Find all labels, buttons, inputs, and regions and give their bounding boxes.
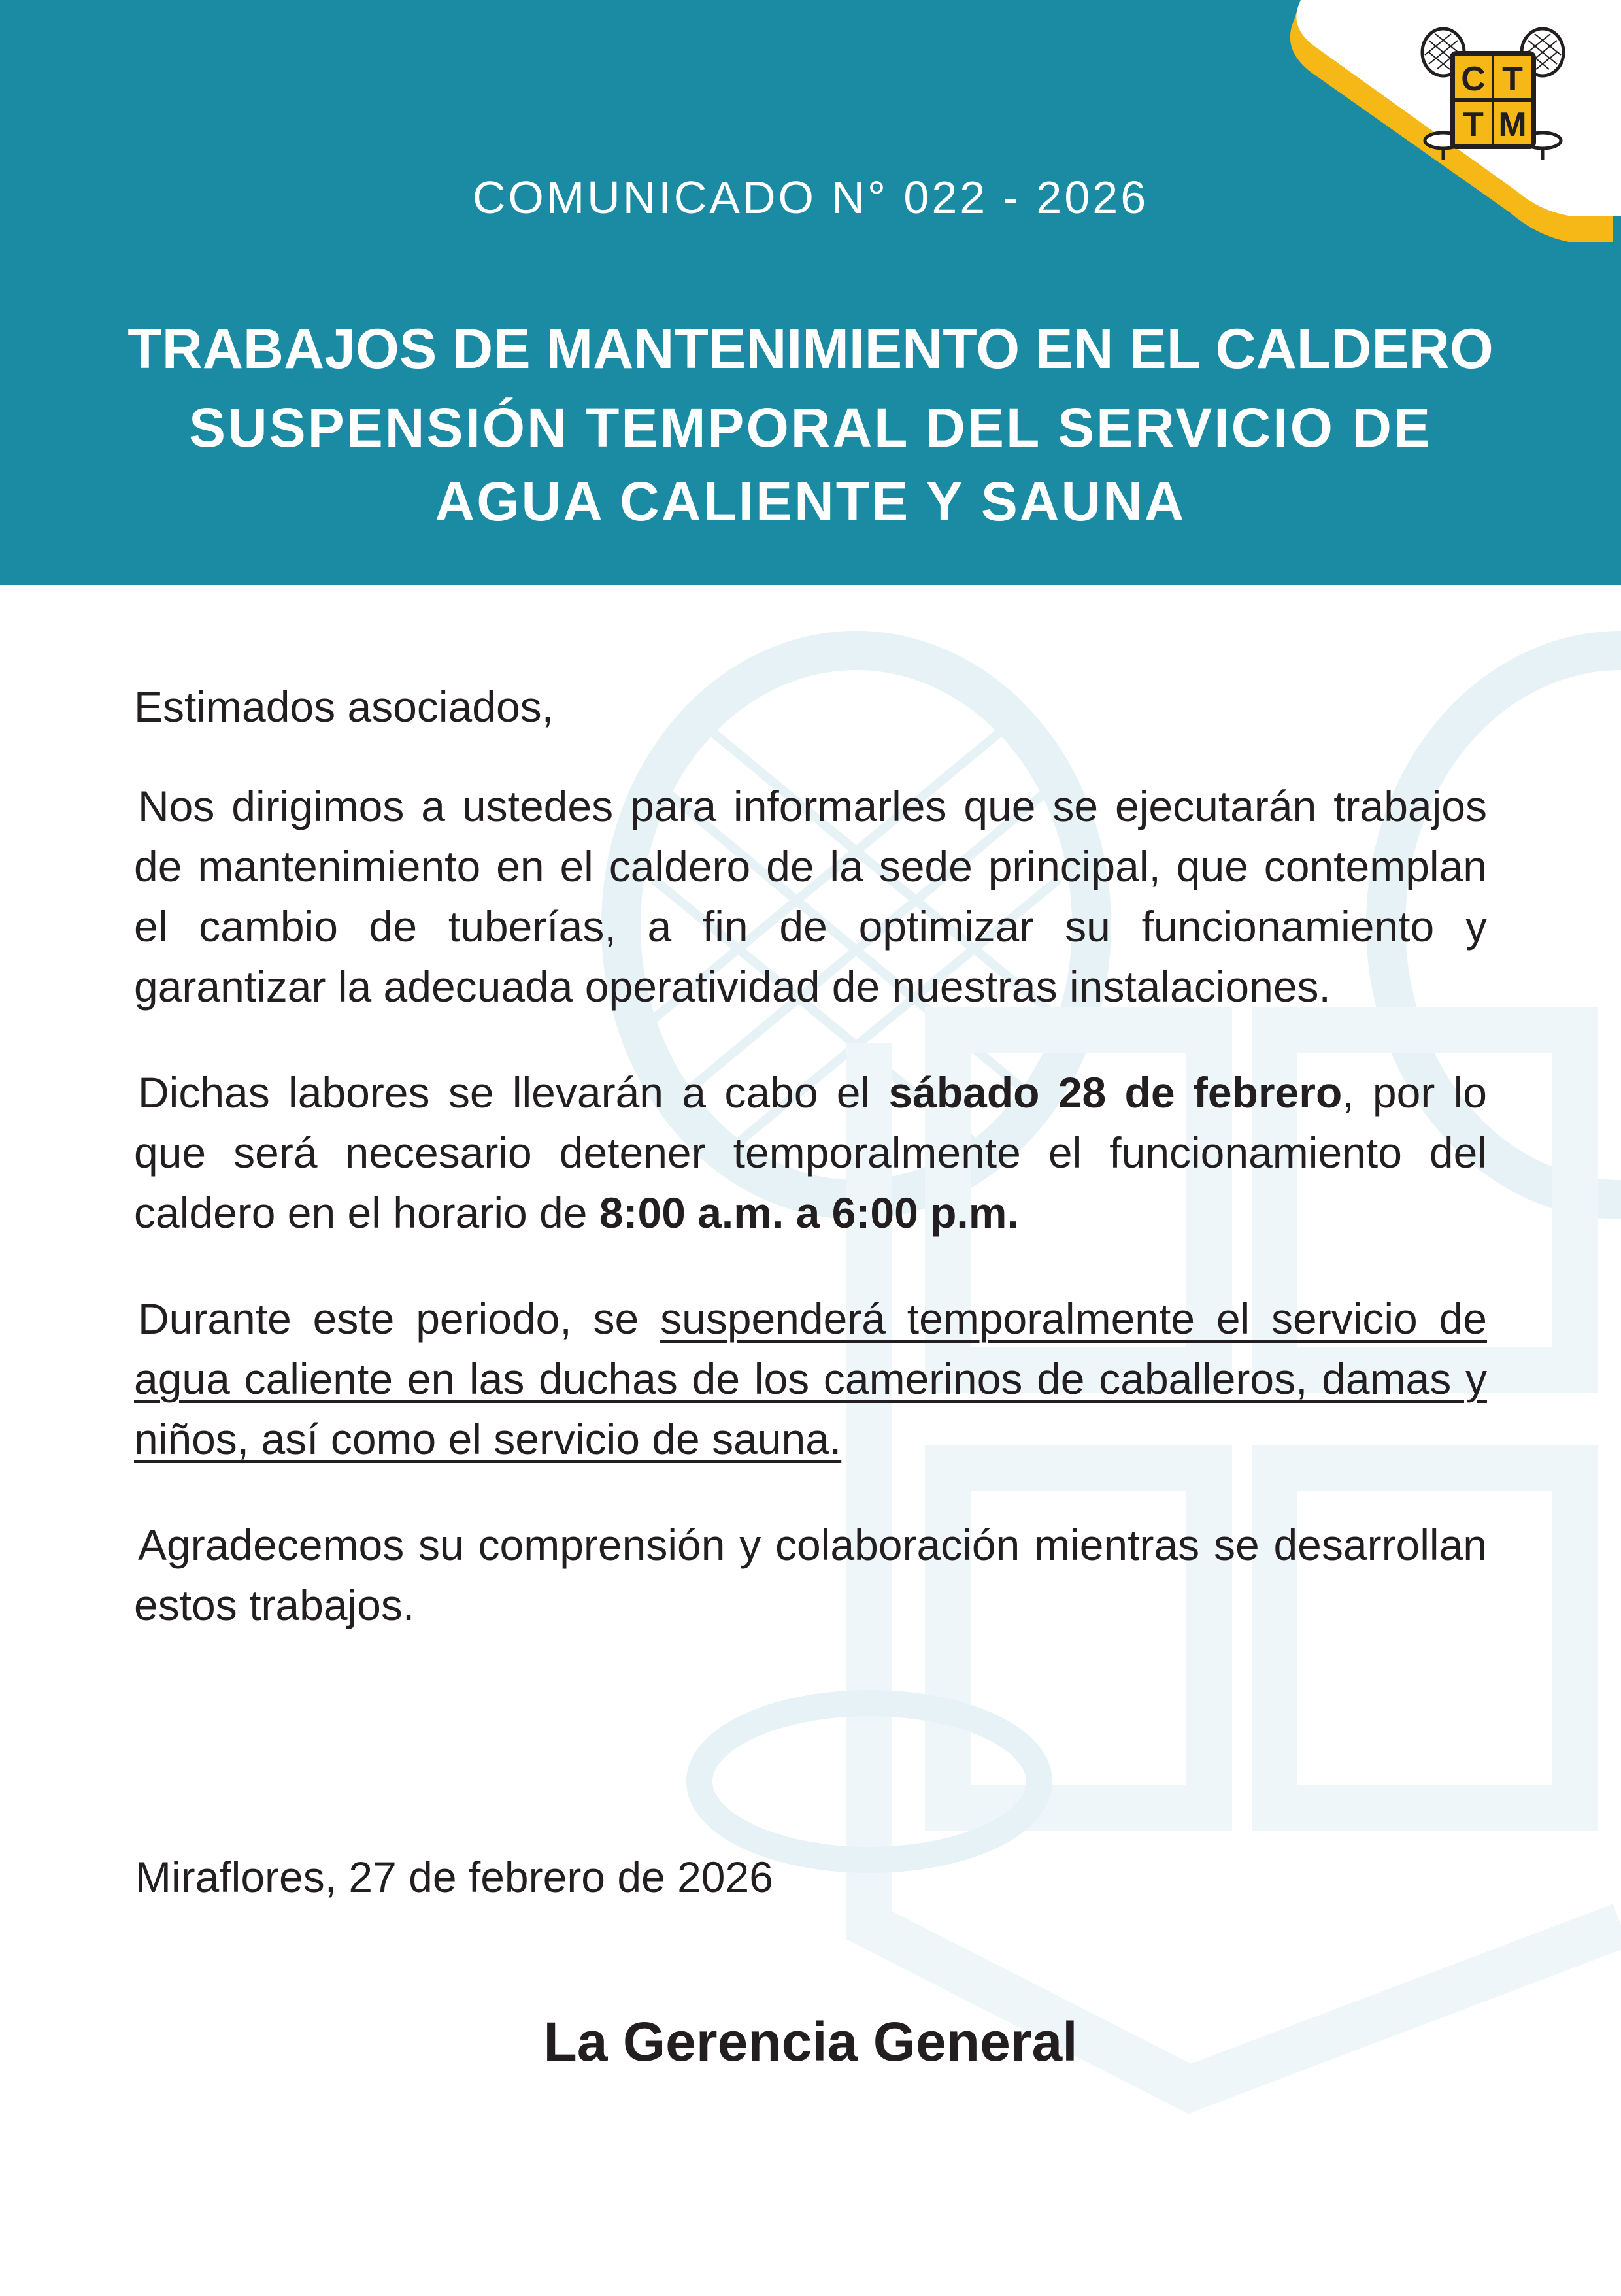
cttm-logo xyxy=(1417,26,1569,165)
logo-letter-c: C xyxy=(1461,60,1486,98)
logo-letter-m: M xyxy=(1498,106,1527,144)
place-and-date: Miraflores, 27 de febrero de 2026 xyxy=(135,1853,773,1901)
greeting: Estimados asociados, xyxy=(134,683,554,731)
paragraph-4: Agradecemos su comprensión y colaboración mientras se desarrollan estos trabajos. xyxy=(134,1521,1487,1629)
title-line-2: SUSPENSIÓN TEMPORAL DEL SERVICIO DE xyxy=(188,397,1433,458)
time-highlight: 8:00 a.m. a 6:00 p.m. xyxy=(599,1189,1019,1237)
paragraph-2: Dichas labores se llevarán a cabo el sábado 28 de febrero, por lo que será necesario detener temporalmente el funcionamiento del caldero en el horario de 8:00 a.m. a 6:00 p.m. xyxy=(134,1068,1488,1237)
paragraph-3: Durante este periodo, se suspenderá temporalmente el servicio de agua caliente en las duchas de los camerinos de caballeros, damas y niños, así como el servicio de sauna. xyxy=(134,1294,1487,1463)
title-line-1: TRABAJOS DE MANTENIMIENTO EN EL CALDERO xyxy=(127,318,1494,380)
logo-letter-t2: T xyxy=(1463,106,1484,144)
date-highlight: sábado 28 de febrero xyxy=(888,1068,1343,1117)
comunicado-number: COMUNICADO N° 022 - 2026 xyxy=(472,172,1149,223)
suspension-notice: suspenderá temporalmente el servicio de agua caliente en las duchas de los camerinos de caballeros, damas y niños, así como el servicio de sauna. xyxy=(134,1294,1487,1463)
signature: La Gerencia General xyxy=(543,2011,1078,2072)
letter-body xyxy=(134,677,1487,1681)
logo-letter-t1: T xyxy=(1502,60,1523,98)
title-line-3: AGUA CALIENTE Y SAUNA xyxy=(435,471,1186,532)
paragraph-1: Nos dirigimos a ustedes para informarles que se ejecutarán trabajos de mantenimiento en el caldero de la sede principal, que contemplan el cambio de tuberías, a fin de optimizar su funcionamiento y garantizar la adecuada operatividad de nuestras instalaciones. xyxy=(134,782,1487,1011)
